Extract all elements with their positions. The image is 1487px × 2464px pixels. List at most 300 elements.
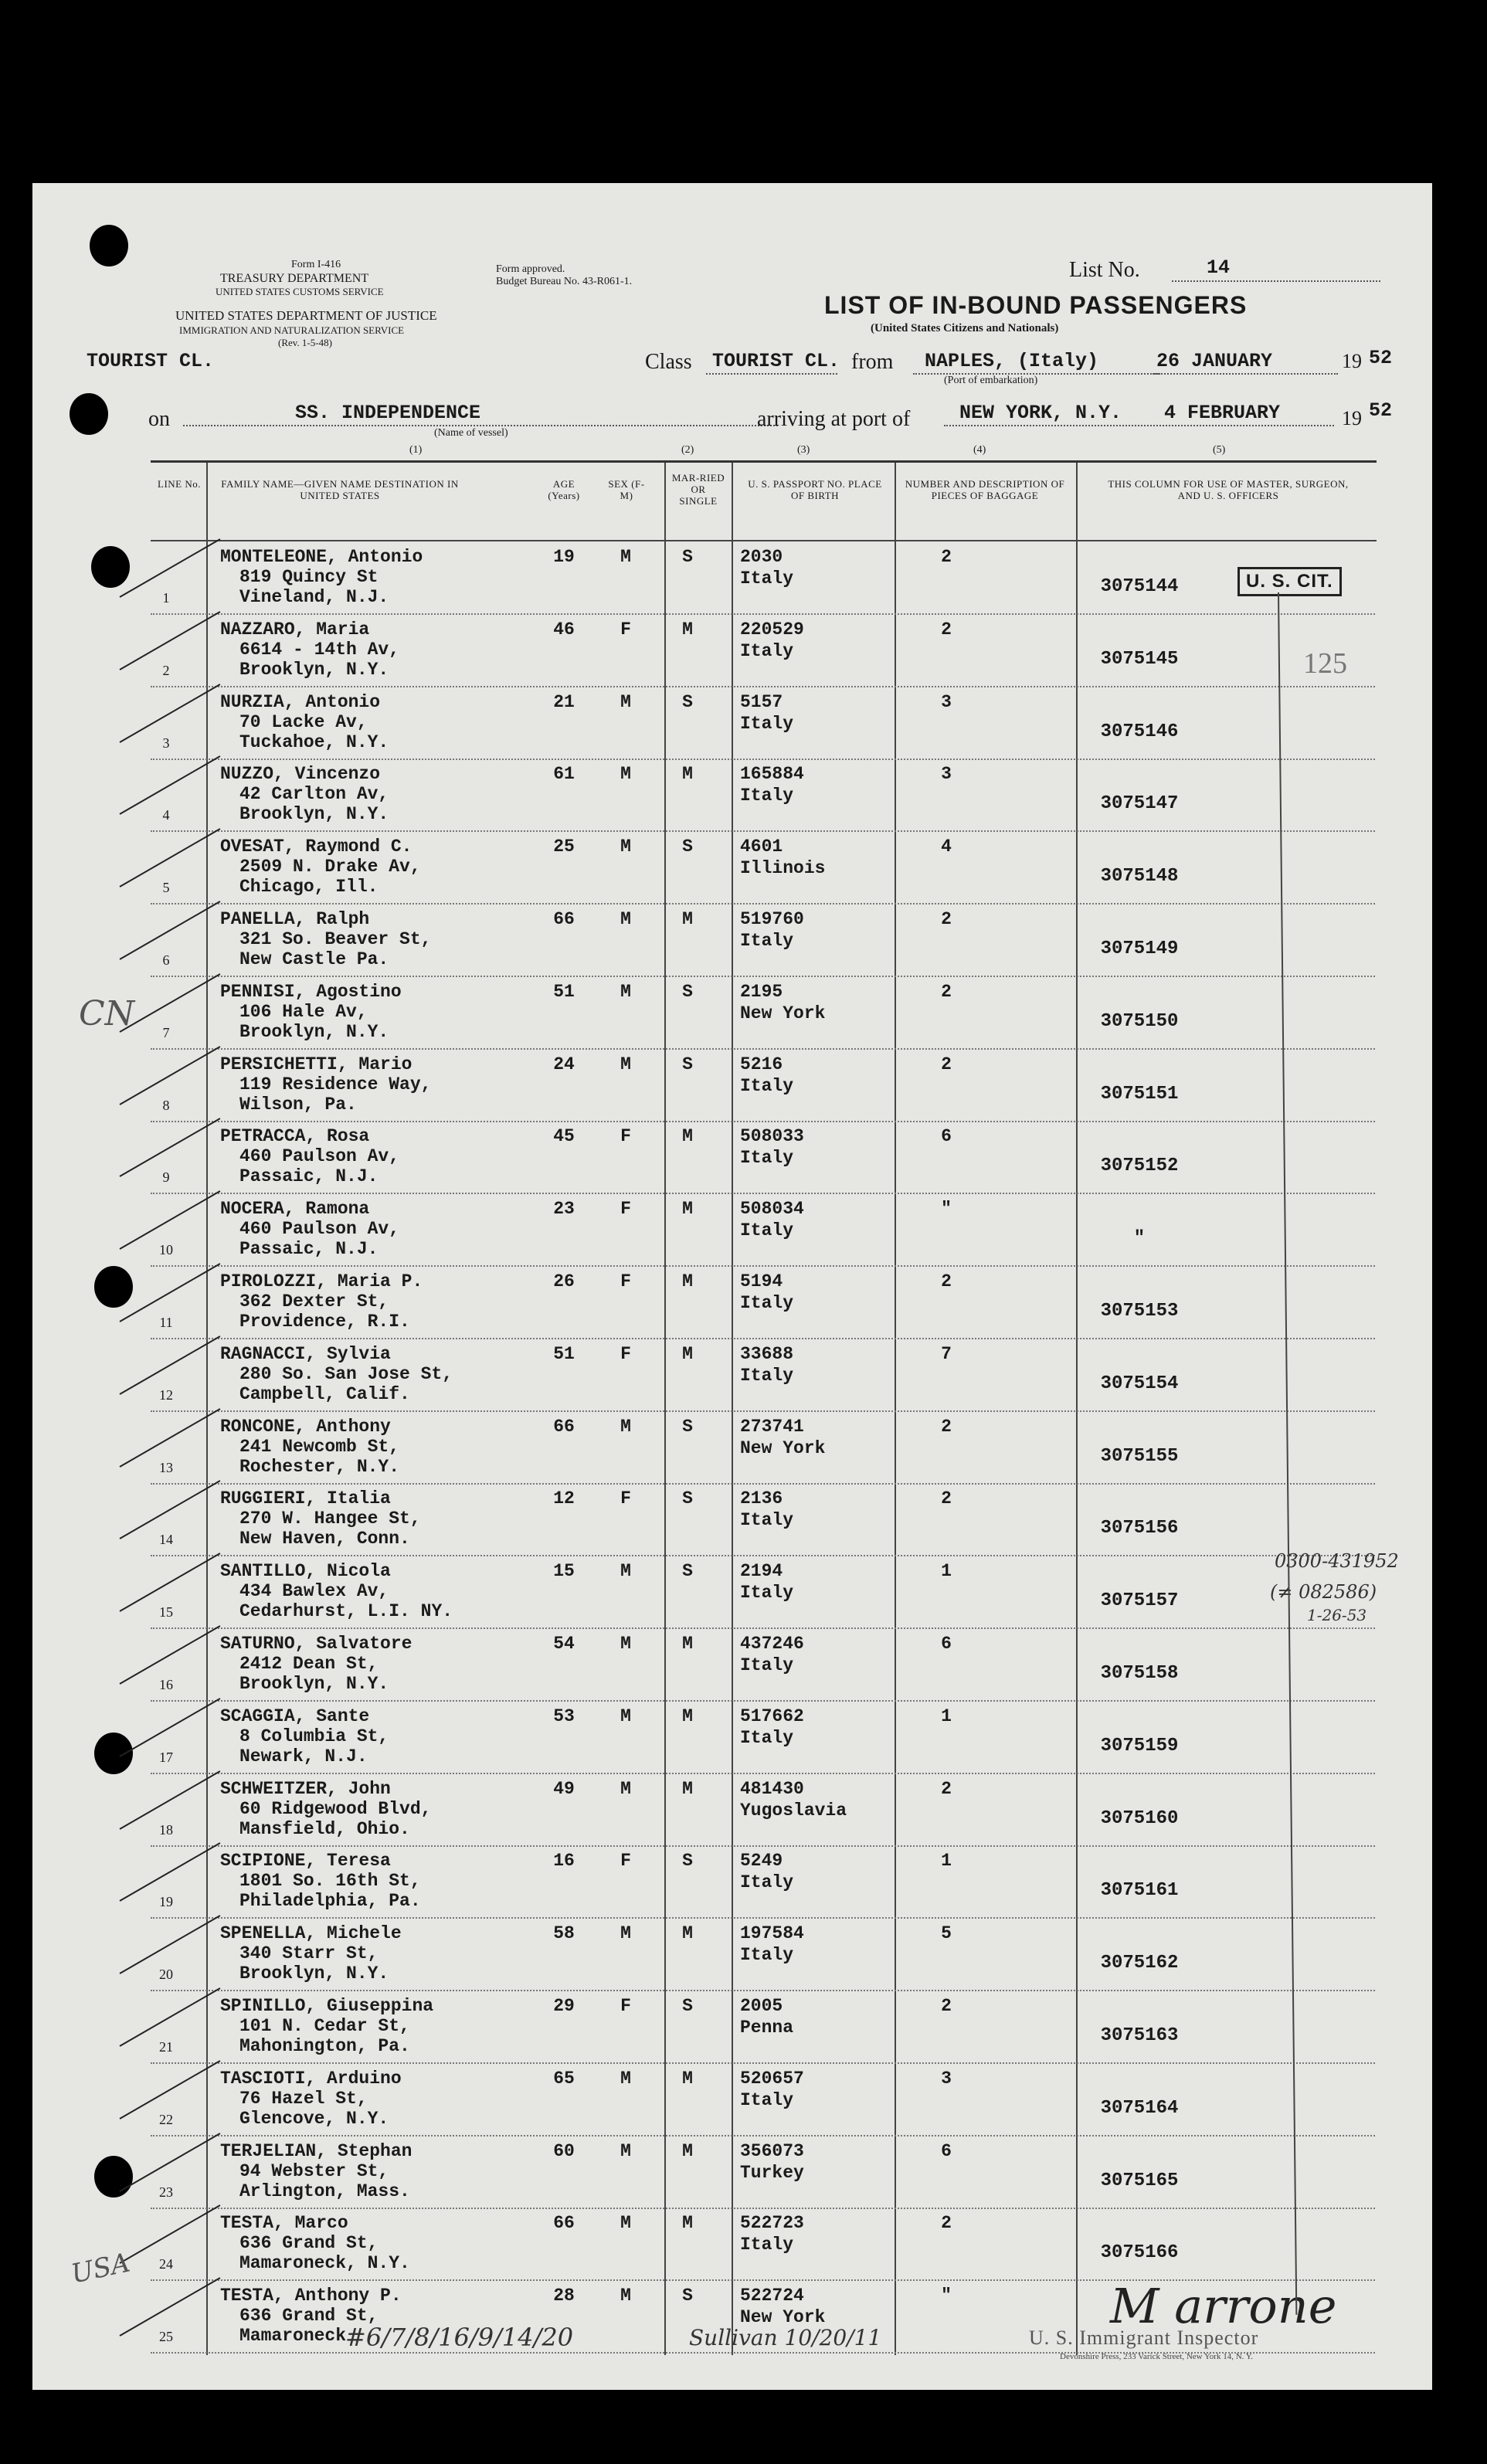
baggage-count: 2	[941, 1996, 952, 2016]
class-label: Class	[645, 350, 692, 374]
passenger-age: 28	[553, 2286, 575, 2306]
passenger-marital: S	[682, 1054, 693, 1074]
printer-credit: Devonshire Press, 233 Varick Street, New York 14, N. Y.	[1060, 2352, 1254, 2361]
place-of-birth: Italy	[740, 568, 794, 589]
table-row	[151, 2064, 1375, 2136]
place-of-birth: New York	[740, 2307, 826, 2328]
passenger-address: 2509 N. Drake Av,	[239, 857, 421, 877]
passenger-name: NOCERA, Ramona	[220, 1199, 370, 1220]
place-of-birth: Turkey	[740, 2162, 804, 2183]
passenger-marital: M	[682, 1634, 693, 1654]
form-id: Form I-416	[291, 259, 341, 270]
line-number: 2	[162, 662, 170, 678]
passenger-city: New Castle Pa.	[239, 949, 389, 969]
passenger-sex: M	[620, 1634, 631, 1654]
passenger-city: Brooklyn, N.Y.	[239, 1674, 389, 1694]
passenger-age: 66	[553, 2213, 575, 2234]
col-number-2: (2)	[681, 444, 694, 456]
officer-number: 3075155	[1100, 1445, 1179, 1467]
passenger-address: 636 Grand St,	[239, 2306, 379, 2327]
table-row	[151, 1484, 1375, 1556]
place-of-birth: Italy	[740, 713, 794, 734]
check-mark	[120, 1625, 221, 1685]
passport-number: 5216	[740, 1054, 783, 1074]
passenger-marital: S	[682, 1561, 693, 1582]
passenger-city: Brooklyn, N.Y.	[239, 804, 389, 825]
table-row	[151, 1050, 1375, 1122]
passenger-sex: F	[620, 1996, 631, 2016]
place-of-birth: New York	[740, 1003, 826, 1023]
place-of-birth: Italy	[740, 1148, 794, 1169]
line-number: 1	[162, 590, 170, 606]
passenger-age: 26	[553, 1271, 575, 1291]
check-mark	[120, 1481, 221, 1540]
passenger-sex: M	[620, 1705, 631, 1726]
passenger-address: 460 Paulson Av,	[239, 1219, 400, 1240]
passenger-age: 53	[553, 1705, 575, 1726]
officer-number: 3075163	[1100, 2025, 1179, 2046]
passenger-age: 65	[553, 2068, 575, 2089]
passenger-sex: F	[620, 619, 631, 640]
officer-number: 3075145	[1100, 648, 1179, 670]
place-of-birth: Italy	[740, 1583, 794, 1604]
passenger-address: 42 Carlton Av,	[239, 784, 389, 805]
form-approved: Form approved.	[496, 263, 565, 275]
baggage-count: 6	[941, 1634, 952, 1654]
officer-number: 3075153	[1100, 1301, 1179, 1322]
margin-usa: USA	[68, 2247, 133, 2290]
on-label: on	[148, 407, 170, 431]
punch-hole	[94, 1266, 133, 1308]
passenger-age: 51	[553, 1343, 575, 1364]
table-row	[151, 1267, 1375, 1339]
baggage-count: 2	[941, 1488, 952, 1509]
place-of-birth: Italy	[740, 1075, 794, 1096]
table-row	[151, 1991, 1375, 2064]
table-row	[151, 1339, 1375, 1412]
passenger-name: PERSICHETTI, Mario	[220, 1054, 412, 1074]
passenger-sex: M	[620, 2213, 631, 2234]
place-of-birth: New York	[740, 1437, 826, 1458]
line-number: 19	[159, 1894, 173, 1910]
table-row	[151, 1919, 1375, 1991]
passenger-sex: M	[620, 1778, 631, 1799]
table-row	[151, 1702, 1375, 1774]
passenger-address: 460 Paulson Av,	[239, 1146, 400, 1167]
passenger-marital: M	[682, 619, 693, 640]
passenger-city: Mamaroneck, N.Y.	[239, 2253, 410, 2274]
passenger-address: 8 Columbia St,	[239, 1726, 389, 1746]
passenger-age: 60	[553, 2140, 575, 2161]
passport-number: 519760	[740, 909, 804, 929]
baggage-count: 2	[941, 2213, 952, 2234]
check-mark	[120, 1770, 221, 1830]
check-mark	[120, 1263, 221, 1322]
passenger-city: Passaic, N.J.	[239, 1166, 379, 1187]
col-number-1: (1)	[409, 444, 423, 456]
passenger-marital: M	[682, 1126, 693, 1147]
arrival-rule	[944, 425, 1334, 426]
place-of-birth: Penna	[740, 2018, 794, 2038]
line-number: 24	[159, 2256, 173, 2272]
table-row	[151, 1412, 1375, 1485]
passenger-marital: S	[682, 1996, 693, 2016]
baggage-count: 7	[941, 1343, 952, 1364]
passenger-marital: S	[682, 981, 693, 1002]
passenger-name: RONCONE, Anthony	[220, 1416, 391, 1437]
check-mark	[120, 2277, 221, 2337]
place-of-birth: Italy	[740, 786, 794, 806]
officer-number: 3075148	[1100, 866, 1179, 888]
passenger-sex: M	[620, 691, 631, 712]
officer-number: 3075164	[1100, 2097, 1179, 2119]
us-cit-stamp	[1237, 567, 1342, 596]
passenger-age: 46	[553, 619, 575, 640]
passport-number: 2136	[740, 1488, 783, 1509]
passenger-marital: S	[682, 837, 693, 857]
baggage-count: "	[941, 1199, 952, 1220]
passenger-address: 6614 - 14th Av,	[239, 639, 400, 660]
inspector-title: U. S. Immigrant Inspector	[1029, 2327, 1259, 2349]
officer-number: 3075157	[1100, 1590, 1179, 1612]
place-of-birth: Italy	[740, 1365, 794, 1386]
officer-number: 3075165	[1100, 2170, 1179, 2191]
passenger-marital: M	[682, 909, 693, 929]
officer-number: 3075149	[1100, 938, 1179, 959]
passenger-address: 434 Bawlex Av,	[239, 1581, 389, 1602]
baggage-count: 2	[941, 547, 952, 567]
passenger-name: OVESAT, Raymond C.	[220, 837, 412, 857]
col-head-line: LINE No.	[158, 478, 201, 490]
passenger-city: Chicago, Ill.	[239, 877, 379, 898]
table-row	[151, 2208, 1375, 2281]
from-label: from	[851, 350, 894, 374]
passenger-name: PANELLA, Ralph	[220, 909, 370, 929]
budget-bureau: Budget Bureau No. 43-R061-1.	[496, 276, 633, 287]
officer-number: 3075159	[1100, 1735, 1179, 1756]
check-mark	[120, 1987, 221, 2047]
passport-number: 517662	[740, 1705, 804, 1726]
passenger-city: Brooklyn, N.Y.	[239, 1963, 389, 1984]
bottom-handwriting-2: Sullivan 10/20/11	[689, 2325, 882, 2350]
officer-number: 3075151	[1100, 1083, 1179, 1105]
col-head-name: FAMILY NAME—GIVEN NAME DESTINATION IN UNITED STATES	[221, 478, 459, 501]
passport-number: 165884	[740, 764, 804, 785]
passenger-address: 321 So. Beaver St,	[239, 929, 432, 949]
passenger-address: 1801 So. 16th St,	[239, 1871, 421, 1892]
passport-number: 33688	[740, 1343, 794, 1364]
list-no-rule	[1172, 280, 1380, 282]
place-of-birth: Italy	[740, 1655, 794, 1675]
check-mark	[120, 2205, 221, 2265]
baggage-count: 6	[941, 1126, 952, 1147]
vessel-caption: (Name of vessel)	[434, 427, 508, 439]
passenger-sex: M	[620, 764, 631, 785]
baggage-count: 4	[941, 837, 952, 857]
passenger-sex: F	[620, 1126, 631, 1147]
passenger-name: TASCIOTI, Arduino	[220, 2068, 402, 2089]
baggage-count: 2	[941, 619, 952, 640]
class-value: TOURIST CL.	[712, 350, 840, 372]
passport-number: 2194	[740, 1561, 783, 1582]
passport-number: 508033	[740, 1126, 804, 1147]
note-line15-a: 0300-431952	[1275, 1550, 1399, 1572]
passenger-name: SCAGGIA, Sante	[220, 1705, 370, 1726]
passenger-address: 340 Starr St,	[239, 1943, 379, 1964]
line-number: 14	[159, 1532, 173, 1548]
passenger-sex: F	[620, 1488, 631, 1509]
line-number: 23	[159, 2184, 173, 2200]
passport-number: 356073	[740, 2140, 804, 2161]
arrival-year: 52	[1369, 399, 1393, 422]
passenger-city: Mahonington, Pa.	[239, 2036, 410, 2056]
check-mark	[120, 1915, 221, 1974]
passenger-address: 636 Grand St,	[239, 2233, 379, 2254]
passenger-name: SPINILLO, Giuseppina	[220, 1996, 434, 2016]
passenger-address: 101 N. Cedar St,	[239, 2016, 410, 2036]
place-of-birth: Italy	[740, 1945, 794, 1966]
officer-number: 3075162	[1100, 1953, 1179, 1974]
vessel-name: SS. INDEPENDENCE	[295, 402, 481, 424]
passenger-city: Glencove, N.Y.	[239, 2108, 389, 2129]
baggage-count: 2	[941, 1271, 952, 1291]
officer-number: 3075152	[1100, 1156, 1179, 1177]
passport-number: 273741	[740, 1416, 804, 1437]
passenger-city: New Haven, Conn.	[239, 1529, 410, 1549]
passenger-name: NUZZO, Vincenzo	[220, 764, 381, 785]
passenger-city: Philadelphia, Pa.	[239, 1891, 421, 1912]
check-mark	[120, 1118, 221, 1178]
place-of-birth: Italy	[740, 931, 794, 951]
line-number: 8	[162, 1097, 170, 1113]
line-number: 7	[162, 1024, 170, 1040]
passenger-age: 16	[553, 1851, 575, 1872]
line-number: 13	[159, 1459, 173, 1475]
check-mark	[120, 611, 221, 670]
col-head-baggage: NUMBER AND DESCRIPTION OF PIECES OF BAGGAGE	[905, 478, 1065, 501]
passenger-sex: M	[620, 2068, 631, 2089]
document-subtitle: (United States Citizens and Nationals)	[871, 322, 1059, 334]
passport-number: 437246	[740, 1634, 804, 1654]
table-row	[151, 977, 1375, 1050]
passenger-name: SCHWEITZER, John	[220, 1778, 391, 1799]
line-number: 17	[159, 1749, 173, 1765]
line-number: 9	[162, 1169, 170, 1186]
passenger-name: PETRACCA, Rosa	[220, 1126, 370, 1147]
passenger-city: Brooklyn, N.Y.	[239, 659, 389, 680]
check-mark	[120, 1046, 221, 1105]
passenger-marital: M	[682, 1705, 693, 1726]
passenger-age: 54	[553, 1634, 575, 1654]
place-of-birth: Italy	[740, 1872, 794, 1893]
passenger-marital: M	[682, 1199, 693, 1220]
officer-number: 3075146	[1100, 721, 1179, 742]
passenger-age: 61	[553, 764, 575, 785]
rev-date: (Rev. 1-5-48)	[278, 337, 332, 348]
passenger-marital: M	[682, 1271, 693, 1291]
note-line15-c: 1-26-53	[1307, 1606, 1367, 1624]
port-embarkation: NAPLES, (Italy)	[925, 350, 1099, 372]
passenger-city: Vineland, N.J.	[239, 587, 389, 607]
col-number-5: (5)	[1213, 444, 1226, 456]
place-of-birth: Italy	[740, 1727, 794, 1748]
justice-dept: UNITED STATES DEPARTMENT OF JUSTICE	[175, 308, 437, 323]
passenger-address: 241 Newcomb St,	[239, 1436, 400, 1457]
inspector-signature: M arrone	[1110, 2278, 1337, 2334]
check-mark	[120, 2060, 221, 2120]
baggage-count: 1	[941, 1705, 952, 1726]
depart-year-prefix: 19	[1342, 350, 1362, 372]
col-head-married: MAR-RIED OR SINGLE	[671, 472, 725, 507]
line-number: 12	[159, 1386, 173, 1403]
passenger-age: 25	[553, 837, 575, 857]
passenger-city: Mansfield, Ohio.	[239, 1818, 410, 1839]
line-number: 5	[162, 880, 170, 896]
passenger-address: 119 Residence Way,	[239, 1074, 432, 1095]
passenger-marital: M	[682, 1923, 693, 1944]
passenger-address: 270 W. Hangee St,	[239, 1509, 421, 1529]
check-mark	[120, 1336, 221, 1395]
passenger-sex: M	[620, 1416, 631, 1437]
check-mark	[120, 1408, 221, 1468]
passenger-table	[151, 460, 1377, 2355]
passport-number: 2195	[740, 981, 783, 1002]
class-rule	[706, 373, 837, 375]
port-embark-caption: (Port of embarkation)	[944, 375, 1038, 386]
passenger-marital: M	[682, 1343, 693, 1364]
arrival-port: NEW YORK, N.Y.	[959, 402, 1122, 424]
line-number: 15	[159, 1604, 173, 1621]
manifest-sheet	[32, 183, 1432, 2390]
punch-hole	[91, 546, 130, 588]
passenger-age: 51	[553, 981, 575, 1002]
place-of-birth: Illinois	[740, 858, 826, 879]
page-number: 125	[1303, 647, 1347, 680]
passenger-sex: M	[620, 547, 631, 567]
passenger-sex: M	[620, 1561, 631, 1582]
depart-rule	[1153, 373, 1338, 375]
punch-hole	[90, 225, 128, 266]
check-mark	[120, 684, 221, 743]
col-head-passport: U. S. PASSPORT NO. PLACE OF BIRTH	[748, 478, 882, 501]
passenger-age: 49	[553, 1778, 575, 1799]
passport-number: 508034	[740, 1199, 804, 1220]
passenger-sex: M	[620, 2140, 631, 2161]
passport-number: 220529	[740, 619, 804, 640]
passenger-name: RUGGIERI, Italia	[220, 1488, 391, 1509]
table-row	[151, 615, 1375, 687]
passenger-age: 66	[553, 1416, 575, 1437]
passenger-name: SATURNO, Salvatore	[220, 1634, 412, 1654]
passenger-name: PENNISI, Agostino	[220, 981, 402, 1002]
passenger-age: 21	[553, 691, 575, 712]
baggage-count: 2	[941, 1778, 952, 1799]
passenger-marital: S	[682, 1488, 693, 1509]
passenger-name: NURZIA, Antonio	[220, 691, 381, 712]
left-class-label: TOURIST CL.	[87, 350, 215, 372]
table-row	[151, 1629, 1375, 1702]
officer-number: "	[1133, 1228, 1146, 1250]
table-row	[151, 1556, 1375, 1629]
place-of-birth: Italy	[740, 2235, 794, 2255]
officer-number: 3075144	[1100, 576, 1179, 597]
ins-service: IMMIGRATION AND NATURALIZATION SERVICE	[179, 324, 405, 336]
baggage-count: 2	[941, 1054, 952, 1074]
col-head-age: AGE (Years)	[548, 478, 580, 501]
passenger-marital: M	[682, 1778, 693, 1799]
passenger-sex: F	[620, 1271, 631, 1291]
passenger-sex: M	[620, 1923, 631, 1944]
table-row	[151, 832, 1375, 904]
check-mark	[120, 1190, 221, 1250]
table-row	[151, 1194, 1375, 1267]
passenger-address: 94 Webster St,	[239, 2160, 389, 2181]
check-mark	[120, 1698, 221, 1757]
treasury-dept: TREASURY DEPARTMENT	[220, 272, 369, 285]
passenger-age: 58	[553, 1923, 575, 1944]
passenger-age: 24	[553, 1054, 575, 1074]
place-of-birth: Yugoslavia	[740, 1800, 847, 1821]
passenger-age: 23	[553, 1199, 575, 1220]
passenger-address: 280 So. San Jose St,	[239, 1363, 453, 1384]
punch-hole	[94, 2156, 133, 2198]
passenger-marital: M	[682, 2068, 693, 2089]
passenger-city: Passaic, N.J.	[239, 1239, 379, 1260]
passenger-marital: S	[682, 2286, 693, 2306]
passenger-city: Cedarhurst, L.I. NY.	[239, 1601, 453, 1622]
passenger-sex: M	[620, 981, 631, 1002]
col-number-4: (4)	[973, 444, 986, 456]
check-mark	[120, 756, 221, 816]
line-number: 18	[159, 1821, 173, 1838]
passenger-sex: M	[620, 837, 631, 857]
check-mark	[120, 901, 221, 960]
col-head-sex: SEX (F-M)	[608, 478, 645, 501]
punch-hole	[70, 393, 108, 435]
check-mark	[120, 1843, 221, 1902]
passenger-city: Tuckahoe, N.Y.	[239, 731, 389, 752]
line-number: 22	[159, 2111, 173, 2127]
passenger-city: Mamaroneck	[239, 2326, 347, 2347]
passenger-city: Providence, R.I.	[239, 1312, 410, 1332]
passenger-address: 76 Hazel St,	[239, 2088, 368, 2109]
passport-number: 520657	[740, 2068, 804, 2089]
passenger-name: SPENELLA, Michele	[220, 1923, 402, 1944]
passenger-age: 29	[553, 1996, 575, 2016]
passport-number: 5157	[740, 691, 783, 712]
passenger-marital: S	[682, 547, 693, 567]
baggage-count: 6	[941, 2140, 952, 2161]
passport-number: 2030	[740, 547, 783, 567]
line-number: 4	[162, 807, 170, 823]
baggage-count: 2	[941, 981, 952, 1002]
officer-number: 3075156	[1100, 1518, 1179, 1539]
customs-service: UNITED STATES CUSTOMS SERVICE	[216, 286, 384, 297]
baggage-count: 2	[941, 1416, 952, 1437]
baggage-count: 1	[941, 1851, 952, 1872]
passenger-marital: M	[682, 764, 693, 785]
line-number: 20	[159, 1967, 173, 1983]
table-row	[151, 1846, 1375, 1919]
passenger-name: SCIPIONE, Teresa	[220, 1851, 391, 1872]
arrival-date: 4 FEBRUARY	[1164, 402, 1281, 424]
passport-number: 5249	[740, 1851, 783, 1872]
baggage-count: 3	[941, 764, 952, 785]
check-mark	[120, 538, 221, 598]
passenger-city: Campbell, Calif.	[239, 1383, 410, 1404]
passenger-address: 2412 Dean St,	[239, 1654, 379, 1674]
passenger-city: Brooklyn, N.Y.	[239, 1021, 389, 1042]
